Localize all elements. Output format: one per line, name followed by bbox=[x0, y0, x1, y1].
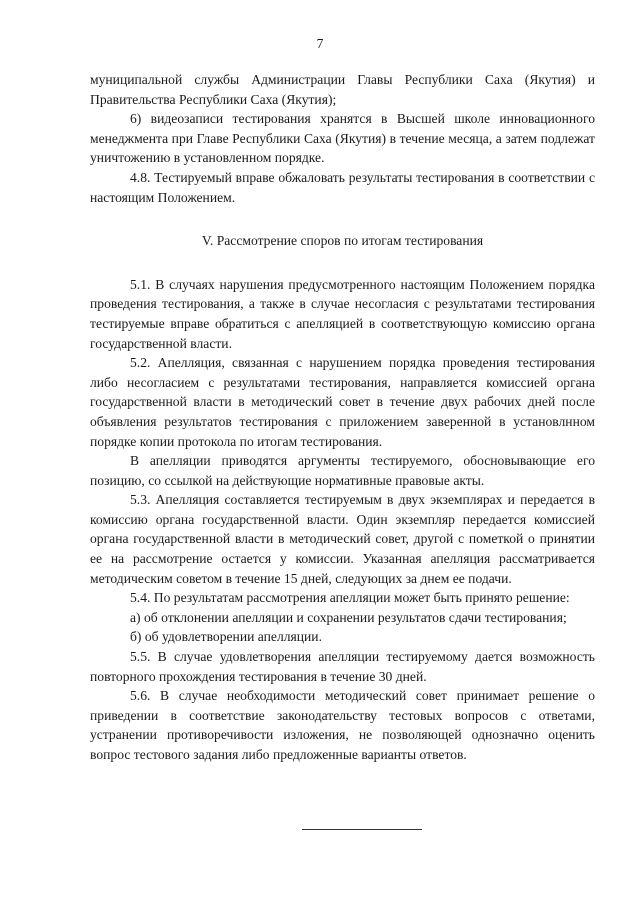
paragraph-5-3: 5.3. Апелляция составляется тестируемым в двух экземплярах и передается в комиссию органа государственной власти. Один экземпляр передается комиссией органа государственной власти в методический совет, другой с пометкой о принятии ее на рассмотрение остается у комиссии. Указанная апелляция рассматривается методическим советом в течение 15 дней, следующих за днем ее подачи. bbox=[90, 492, 595, 586]
paragraph-appeal-arguments: В апелляции приводятся аргументы тестируемого, обосновывающие его позицию, со ссылкой на действующие нормативные правовые акты. bbox=[90, 453, 595, 488]
paragraph-5-6: 5.6. В случае необходимости методический совет принимает решение о приведении в соответствие законодательству тестовых вопросов с ответами, устранении противоречивости изложения, не позволяющей однозначно оценить вопрос тестового задания либо предложенные варианты ответов. bbox=[90, 688, 595, 762]
page-number: 7 bbox=[316, 36, 324, 51]
footer-divider bbox=[302, 829, 422, 830]
paragraph-item-6: 6) видеозаписи тестирования хранятся в Высшей школе инновационного менеджмента при Главе Республики Саха (Якутия) в течение месяца, а затем подлежат уничтожению в установленном порядке. bbox=[90, 111, 595, 166]
paragraph-5-4-b: б) об удовлетворении апелляции. bbox=[130, 629, 322, 645]
paragraph-5-4: 5.4. По результатам рассмотрения апелляции может быть принято решение: bbox=[130, 590, 570, 606]
paragraph-5-2: 5.2. Апелляция, связанная с нарушением порядка проведения тестирования либо несогласием с результатами тестирования, направляется комиссией органа государственной власти в методический совет в течение двух рабочих дней после объявления результатов тестирования с приложением заверенной в установлнном порядке копии протокола по итогам тестирования. bbox=[90, 355, 595, 449]
paragraph-continuation: муниципальной службы Администрации Главы Республики Саха (Якутия) и Правительства Республики Саха (Якутия); bbox=[90, 72, 595, 107]
section-heading: V. Рассмотрение споров по итогам тестирования bbox=[201, 233, 484, 249]
paragraph-5-4-a: а) об отклонении апелляции и сохранении результатов сдачи тестирования; bbox=[130, 609, 567, 625]
document-body bbox=[90, 70, 595, 765]
paragraph-5-5: 5.5. В случае удовлетворения апелляции тестируемому дается возможность повторного прохождения тестирования в течение 30 дней. bbox=[90, 649, 595, 684]
paragraph-5-1: 5.1. В случаях нарушения предусмотренного настоящим Положением порядка проведения тестирования, а также в случае несогласия с результатами тестирования тестируемые вправе обратиться с апелляцией в соответствующую комиссию органа государственной власти. bbox=[90, 276, 595, 351]
paragraph-4-8: 4.8. Тестируемый вправе обжаловать результаты тестирования в соответствии с настоящим Положением. bbox=[90, 169, 595, 205]
